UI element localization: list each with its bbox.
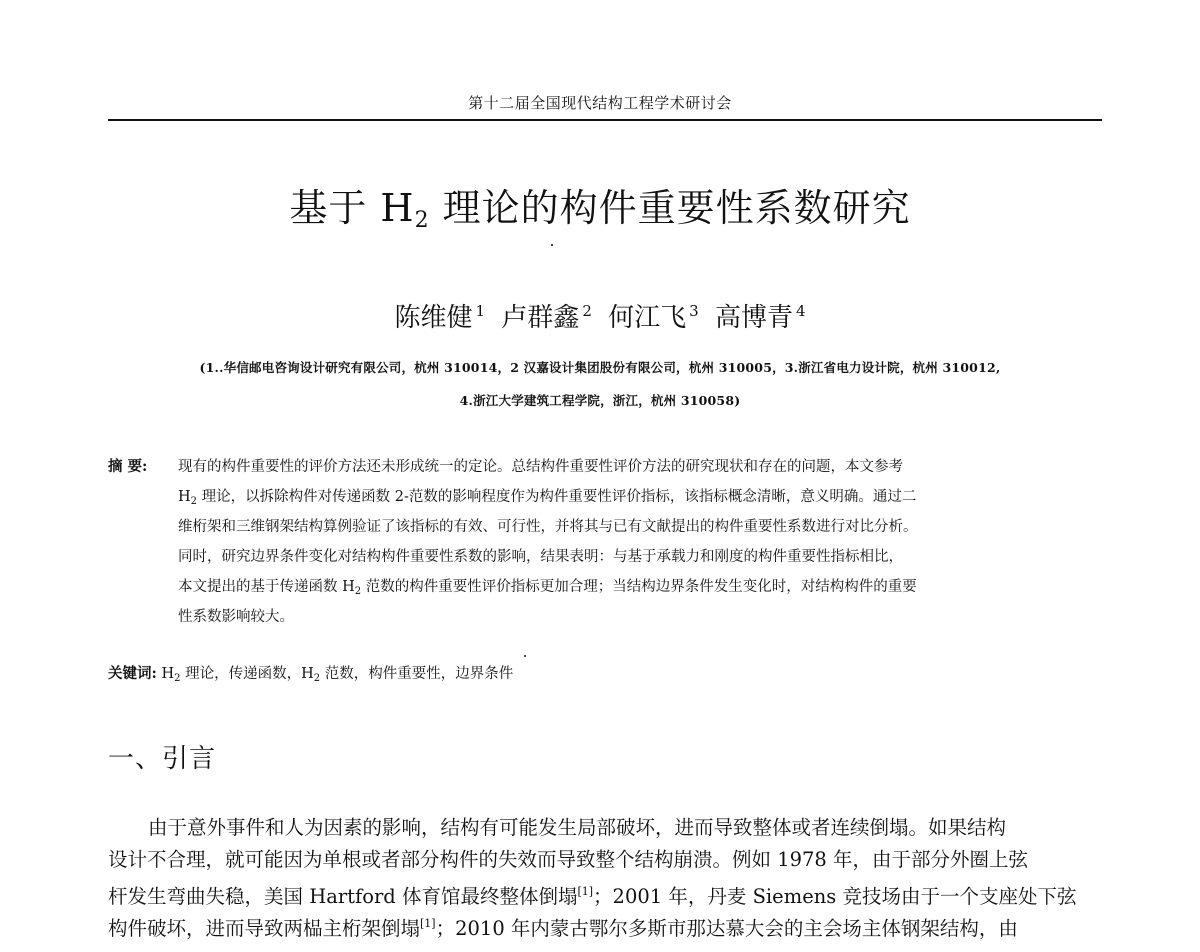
abstract-line: 同时，研究边界条件变化对结构构件重要性系数的影响，结果表明：与基于承载力和刚度的构件重要性指标相比， xyxy=(178,549,903,565)
abstract-text: 本文提出的基于传递函数 H xyxy=(178,579,355,595)
abstract-line xyxy=(108,482,1108,512)
abstract-line: 现有的构件重要性的评价方法还未形成统一的定论。总结构件重要性评价方法的研究现状和存在的问题，本文参考 xyxy=(178,459,903,475)
title-subscript: 2 xyxy=(414,208,430,233)
affiliation-line-1: (1..华信邮电咨询设计研究有限公司，杭州 310014，2 汉嘉设计集团股份有限公司，杭州 310005，3.浙江省电力设计院，杭州 310012, xyxy=(199,360,1001,375)
author xyxy=(715,294,806,335)
citation-ref: [1] xyxy=(577,885,594,898)
abstract-h-symbol: H xyxy=(178,489,191,505)
title-part-after: 理论的构件重要性系数研究 xyxy=(429,186,911,230)
body-text: 杆发生弯曲失稳，美国 Hartford 体育馆最终整体倒塌 xyxy=(108,885,578,908)
keyword-h-symbol: H xyxy=(161,666,175,682)
abstract xyxy=(108,452,1108,632)
scan-speck xyxy=(551,244,553,246)
author xyxy=(394,294,485,335)
header-rule xyxy=(108,119,1102,121)
running-header: 第十二届全国现代结构工程学术研讨会 xyxy=(468,94,732,112)
body-text: ；2001 年，丹麦 Siemens 竞技场由于一个支座处下弦 xyxy=(593,885,1077,908)
keywords xyxy=(108,662,1108,684)
abstract-line xyxy=(108,572,1108,602)
author-affil-mark: 4 xyxy=(795,302,806,320)
author-affil-mark: 1 xyxy=(475,302,486,320)
author-name: 卢群鑫 xyxy=(501,303,580,333)
body-line xyxy=(108,876,1102,908)
author-affil-mark: 3 xyxy=(689,302,699,320)
paper-title xyxy=(0,184,1200,245)
author-name: 陈维健 xyxy=(394,303,473,333)
keywords-label: 关键词: xyxy=(108,665,157,682)
keyword-text: 理论，传递函数， xyxy=(180,666,302,682)
abstract-subscript: 2 xyxy=(190,496,198,507)
title-part-before: 基于 H xyxy=(289,186,415,230)
body-line xyxy=(108,908,1102,940)
abstract-line: 维桁架和三维钢架结构算例验证了该指标的有效、可行性，并将其与已有文献提出的构件重要性系数进行对比分析。 xyxy=(178,519,918,535)
affiliation-line-2: 4.浙江大学建筑工程学院，浙江，杭州 310058) xyxy=(459,393,741,408)
body-line: 设计不合理，就可能因为单根或者部分构件的失效而导致整个结构崩溃。例如 1978 年，由于部分外圈上弦 xyxy=(108,848,1029,871)
body-text: ；2010 年内蒙古鄂尔多斯市那达慕大会的主会场主体钢架结构，由 xyxy=(435,917,1018,940)
body-paragraph xyxy=(108,812,1102,940)
author xyxy=(608,294,699,335)
abstract-line: 性系数影响较大。 xyxy=(178,609,294,625)
scan-speck xyxy=(524,655,526,657)
section-heading: 一、引言 xyxy=(108,744,217,774)
body-line: 由于意外事件和人为因素的影响，结构有可能发生局部破坏，进而导致整体或者连续倒塌。如果结构 xyxy=(148,816,1007,839)
author-name: 高博青 xyxy=(714,303,793,333)
author-name: 何江飞 xyxy=(608,303,687,333)
abstract-subscript: 2 xyxy=(354,586,362,597)
keyword-subscript: 2 xyxy=(313,673,321,684)
keyword-text: 范数，构件重要性，边界条件 xyxy=(320,666,514,682)
abstract-label: 摘 要: xyxy=(108,458,148,475)
body-text: 构件破坏，进而导致两榀主桁架倒塌 xyxy=(108,917,421,940)
abstract-text: 理论，以拆除构件对传递函数 2-范数的影响程度作为构件重要性评价指标，该指标概念清晰，意义明确。通过二 xyxy=(197,489,917,505)
citation-ref: [1] xyxy=(420,917,436,930)
abstract-text: 范数的构件重要性评价指标更加合理；当结构边界条件发生变化时，对结构构件的重要 xyxy=(361,579,917,595)
keyword-h-symbol: H xyxy=(301,666,314,682)
author xyxy=(501,294,592,335)
author-list xyxy=(0,294,1200,335)
author-affil-mark: 2 xyxy=(582,302,592,320)
keyword-subscript: 2 xyxy=(174,673,181,684)
